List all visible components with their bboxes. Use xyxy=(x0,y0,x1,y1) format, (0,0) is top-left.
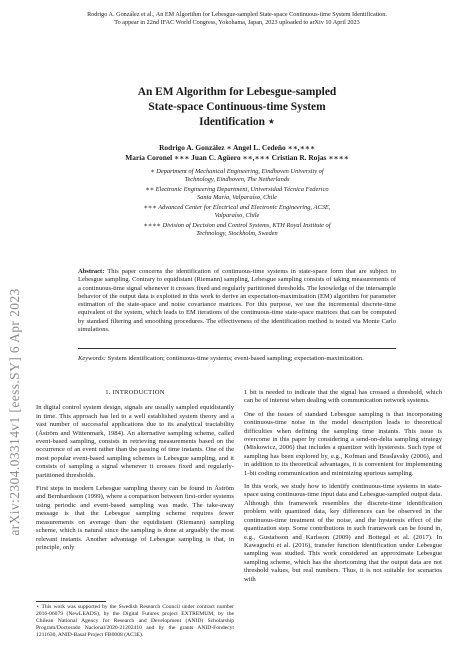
affiliation-line-8: Technology, Stockholm, Sweden xyxy=(196,230,278,237)
section-heading-introduction: 1. INTRODUCTION xyxy=(105,389,165,396)
keywords-text: System identification; continuous-time systems; event-based sampling; expectation-maximization. xyxy=(107,355,364,362)
right-paragraph-2: One of the issues of standard Lebesgue sampling is that incorporating continuous-time noise in the model description leads to theoretical difficulties when defining the sampling time instants. This issue is overcome in this paper by considering a send-on-delta sampling strategy (Miskowicz, 2006) that includes a quantizer with hysteresis. Such type of sampling has been explored by, e.g., Kofman and Braslavsky (2006), and in addition to its theoretical advantages, it is convenient for implementing 1-bit coding communication and minimizing spurious sampling. xyxy=(244,410,442,477)
keywords-label: Keywords: xyxy=(78,355,106,362)
intro-paragraph-1: In digital control system design, signals are usually sampled equidistantly in time. This approach has led to a well established system theory and a vast number of successful applications due to its analytical tractability (Åström and Wittenmark, 1984). An alternative sampling scheme, called event-based sampling, consists in retrieving measurements based on the occurrence of an event rather than the passing of time instants. One of the most popular event-based sampling schemes is Lebesgue sampling, and it consists of sampling a signal whenever it crosses fixed and regularly-partitioned thresholds. xyxy=(36,404,234,479)
right-paragraph-3: In this work, we study how to identify continuous-time systems in state-space using continuous-time input data and Lebesgue-sampled output data. Although this framework resembles the discrete-time identification problem with quantized data, key differences can be observed in the continuous-time treatment of the noise, and the hysteresis effect of the quantization step. Some contributions in such framework can be found in, e.g., Gustafsson and Karlsson (2009) and Bottegal et al. (2017). In Kawaguchi et al. (2016), transfer function identification under Lebesgue sampling was studied. This work considered an approximate Lebesgue sampling scheme, which has the shortcoming that the output data are not threshold values, but real numbers. Thus, it is not suitable for scenarios with xyxy=(244,483,442,583)
right-paragraph-1: 1 bit is needed to indicate that the signal has crossed a threshold, which can be of interest when dealing with communication network systems. xyxy=(244,389,442,405)
intro-paragraph-2: First steps in modern Lebesgue sampling theory can be found in Åström and Bernhardsson (1999), where a comparison between first-order systems using periodic and event-based sampling was made. The take-away message is that the Lebesgue sampling scheme requires fewer measurements on average than the equidistant (Riemann) sampling scheme, which is natural since the sampling is done at arguably the most relevant instants. Another advantage of Lebesgue sampling is that, in principle, only xyxy=(36,485,234,551)
affiliation-line-6: Valparaíso, Chile xyxy=(214,212,260,219)
author-line-2: María Coronel ∗∗∗ Juan C. Agüero ∗∗,∗∗∗ Cristian R. Rojas ∗∗∗∗ xyxy=(125,153,349,162)
arxiv-identifier: arXiv:2304.03314v1 [eess.SY] 6 Apr 2023 xyxy=(7,288,22,536)
affiliation-line-3: ∗∗ Electronic Engineering Department, Universidad Técnica Federico xyxy=(145,186,329,193)
affiliation-line-2: Technology, Eindhoven, The Netherlands xyxy=(184,176,290,183)
footnote-rule xyxy=(36,601,106,602)
running-header-line-2: To appear in 22nd IFAC World Congress, Yokohama, Japan, 2023 uploaded to arXiv 10 April 2023 xyxy=(114,19,360,26)
affiliation-line-4: Santa María, Valparaíso, Chile xyxy=(196,194,278,201)
paper-title-line-2: State-space Continuous-time System xyxy=(148,101,326,113)
affiliation-line-7: ∗∗∗∗ Division of Decision and Control Systems, KTH Royal Institute of xyxy=(143,222,331,229)
arxiv-sidebar xyxy=(0,0,30,670)
running-header-line-1: Rodrigo A. González et al., An EM Algorithm for Lebesgue-sampled State-space Continuous-time System Identification. xyxy=(87,11,387,18)
abstract-text: This paper concerns the identification of continuous-time systems in state-space form that are subject to Lebesgue sampling. Contrary to equidistant (Riemann) sampling, Lebesgue sampling consists of taking measurements of a continuous-time signal whenever it crosses fixed and regularly partitioned thresholds. The knowledge of the intersample behavior of the output data is exploited in this work to derive an expectation-maximization (EM) algorithm for parameter estimation of the state-space and noise covariance matrices. For this purpose, we use the incremental discrete-time equivalent of the system, which leads to EM iterations of the continuous-time state-space matrices that can be computed by standard filtering and smoothing procedures. The effectiveness of the identification method is tested via Monte Carlo simulations. xyxy=(78,268,397,334)
abstract xyxy=(78,268,396,334)
paper-title-line-3: Identification ⋆ xyxy=(199,116,275,128)
author-line-1: Rodrigo A. González ∗ Angel L. Cedeño ∗∗,∗∗∗ xyxy=(159,143,315,152)
left-column xyxy=(36,389,234,557)
funding-footnote: ⋆ This work was supported by the Swedish Research Council under contract number 2016-06079 (NewLEADS), by the Digital Futures project EXTREMUM, by the Chilean National Agency for Research and Development (ANID) Scholarship Program/Doctorado Nacional/2020-21202410 and by the grants ANID-Fondecyt 1211630, ANID-Basal Project FB0008 (AC3E). xyxy=(36,604,234,639)
paper-title-line-1: An EM Algorithm for Lebesgue-sampled xyxy=(137,86,337,98)
affiliation-line-1: ∗ Department of Mechanical Engineering, Eindhoven University of xyxy=(150,168,324,175)
abstract-divider xyxy=(78,348,396,349)
right-column xyxy=(244,389,442,589)
keywords xyxy=(78,355,396,363)
affiliation-line-5: ∗∗∗ Advanced Center for Electrical and Electronic Engineering, AC3E, xyxy=(143,204,331,211)
abstract-label: Abstract: xyxy=(78,268,105,275)
